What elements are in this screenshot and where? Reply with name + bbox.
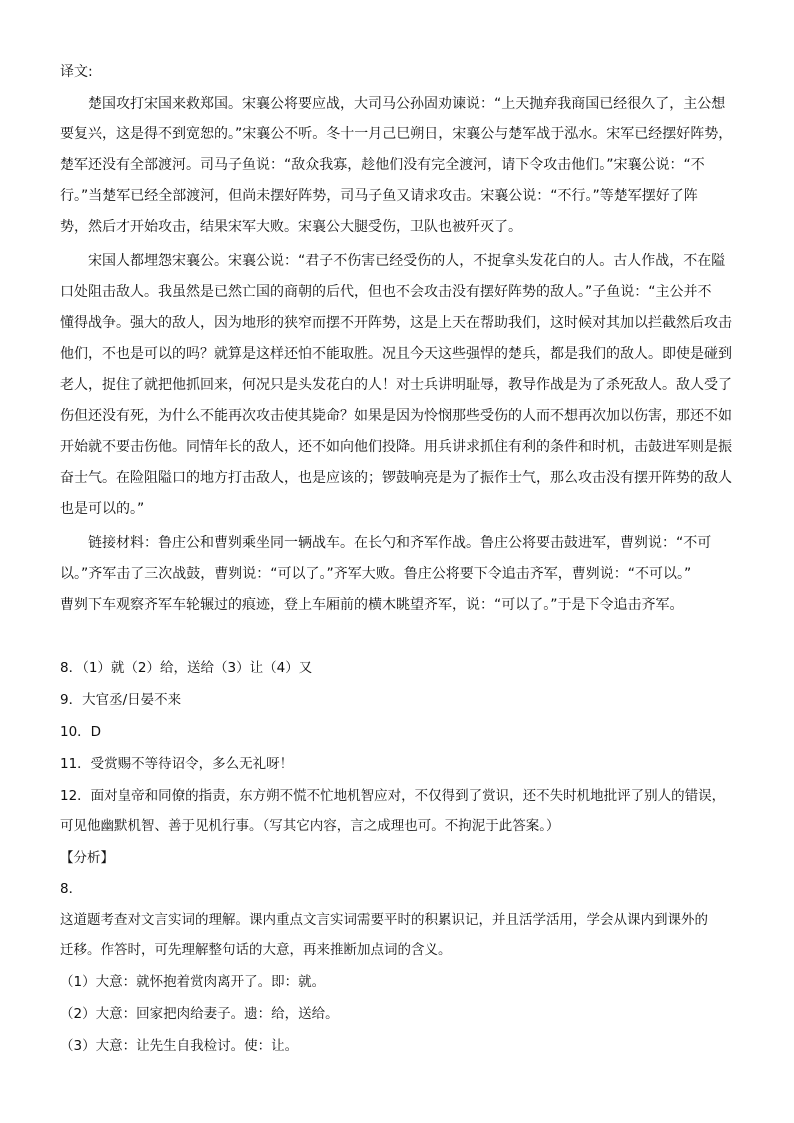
answer-8: 8．（1）就（2）给，送给（3）让（4）又	[60, 660, 313, 676]
para2-line: 宋国人都埋怨宋襄公。宋襄公说：“君子不伤害已经受伤的人，不捉拿头发花白的人。古人作战，不在隘	[88, 253, 726, 269]
analysis-q8: 8．	[60, 881, 83, 897]
answer-9: 9．大官丞/日晏不来	[60, 692, 182, 708]
para2-line: 也是可以的。”	[60, 501, 145, 517]
analysis-item: （3）大意：让先生自我检讨。使：让。	[60, 1038, 299, 1054]
para1-line: 势，然后才开始攻击，结果宋军大败。宋襄公大腿受伤，卫队也被歼灭了。	[60, 219, 522, 235]
para1-line: 楚军还没有全部渡河。司马子鱼说：“敌众我寡，趁他们没有完全渡河，请下令攻击他们。”宋襄公说：“不	[60, 157, 705, 173]
translation-label: 译文:	[60, 64, 93, 80]
para1-line: 楚国攻打宋国来救郑国。宋襄公将要应战，大司马公孙固劝谏说：“上天抛弃我商国已经很久了，主公想	[88, 96, 726, 112]
analysis-text-line: 迁移。作答时，可先理解整句话的大意，再来推断加点词的含义。	[60, 942, 452, 958]
para2-line: 老人，捉住了就把他抓回来，何况只是头发花白的人！对士兵讲明耻辱，教导作战是为了杀死敌人。敌人受了	[60, 377, 732, 393]
para2-line: 奋士气。在险阻隘口的地方打击敌人，也是应该的；锣鼓响亮是为了振作士气，那么攻击没有摆开阵势的敌人	[60, 470, 732, 486]
para3-line: 以。”齐军击了三次战鼓，曹刿说：“可以了。”齐军大败。鲁庄公将要下令追击齐军，曹刿说：“不可以。”	[60, 566, 692, 582]
para3-line: 链接材料：鲁庄公和曹刿乘坐同一辆战车。在长勺和齐军作战。鲁庄公将要击鼓进军，曹刿说：“不可	[88, 535, 712, 551]
analysis-label: 【分析】	[60, 850, 114, 866]
para2-line: 伤但还没有死，为什么不能再次攻击使其毙命？如果是因为怜悯那些受伤的人而不想再次加以伤害，那还不如	[60, 408, 732, 424]
analysis-item: （2）大意：回家把肉给妻子。遗：给，送给。	[60, 1006, 339, 1022]
analysis-item: （1）大意：就怀抱着赏肉离开了。即：就。	[60, 974, 326, 990]
answer-12-line: 可见他幽默机智、善于见机行事。（写其它内容，言之成理也可。不拘泥于此答案。）	[60, 818, 560, 834]
para3-line: 曹刿下车观察齐军车轮辗过的痕迹，登上车厢前的横木眺望齐军，说：“可以了。”于是下令追击齐军。	[60, 597, 684, 613]
para2-line: 口处阻击敌人。我虽然是已然亡国的商朝的后代，但也不会攻击没有摆好阵势的敌人。”子鱼说：“主公并不	[60, 284, 712, 300]
analysis-text-line: 这道题考查对文言实词的理解。课内重点文言实词需要平时的积累识记，并且活学活用，学会从课内到课外的	[60, 912, 708, 928]
para2-line: 他们，不也是可以的吗？就算是这样还怕不能取胜。况且今天这些强悍的楚兵，都是我们的敌人。即使是碰到	[60, 346, 732, 362]
answer-11: 11．受赏赐不等待诏令，多么无礼呀！	[60, 756, 294, 772]
para1-line: 行。”当楚军已经全部渡河，但尚未摆好阵势，司马子鱼又请求攻击。宋襄公说：“不行。”等楚军摆好了阵	[60, 188, 698, 204]
para2-line: 懂得战争。强大的敌人，因为地形的狭窄而摆不开阵势，这是上天在帮助我们，这时候对其加以拦截然后攻击	[60, 315, 732, 331]
answer-12-line: 12．面对皇帝和同僚的指责，东方朔不慌不忙地机智应对，不仅得到了赏识，还不失时机地批评了别人的错误，	[60, 788, 726, 804]
para1-line: 要复兴，这是得不到宽恕的。”宋襄公不听。冬十一月己巳朔日，宋襄公与楚军战于泓水。宋军已经摆好阵势，	[60, 126, 733, 142]
answer-10: 10．D	[60, 724, 102, 740]
para2-line: 开始就不要击伤他。同情年长的敌人，还不如向他们投降。用兵讲求抓住有利的条件和时机，击鼓进军则是振	[60, 439, 732, 455]
